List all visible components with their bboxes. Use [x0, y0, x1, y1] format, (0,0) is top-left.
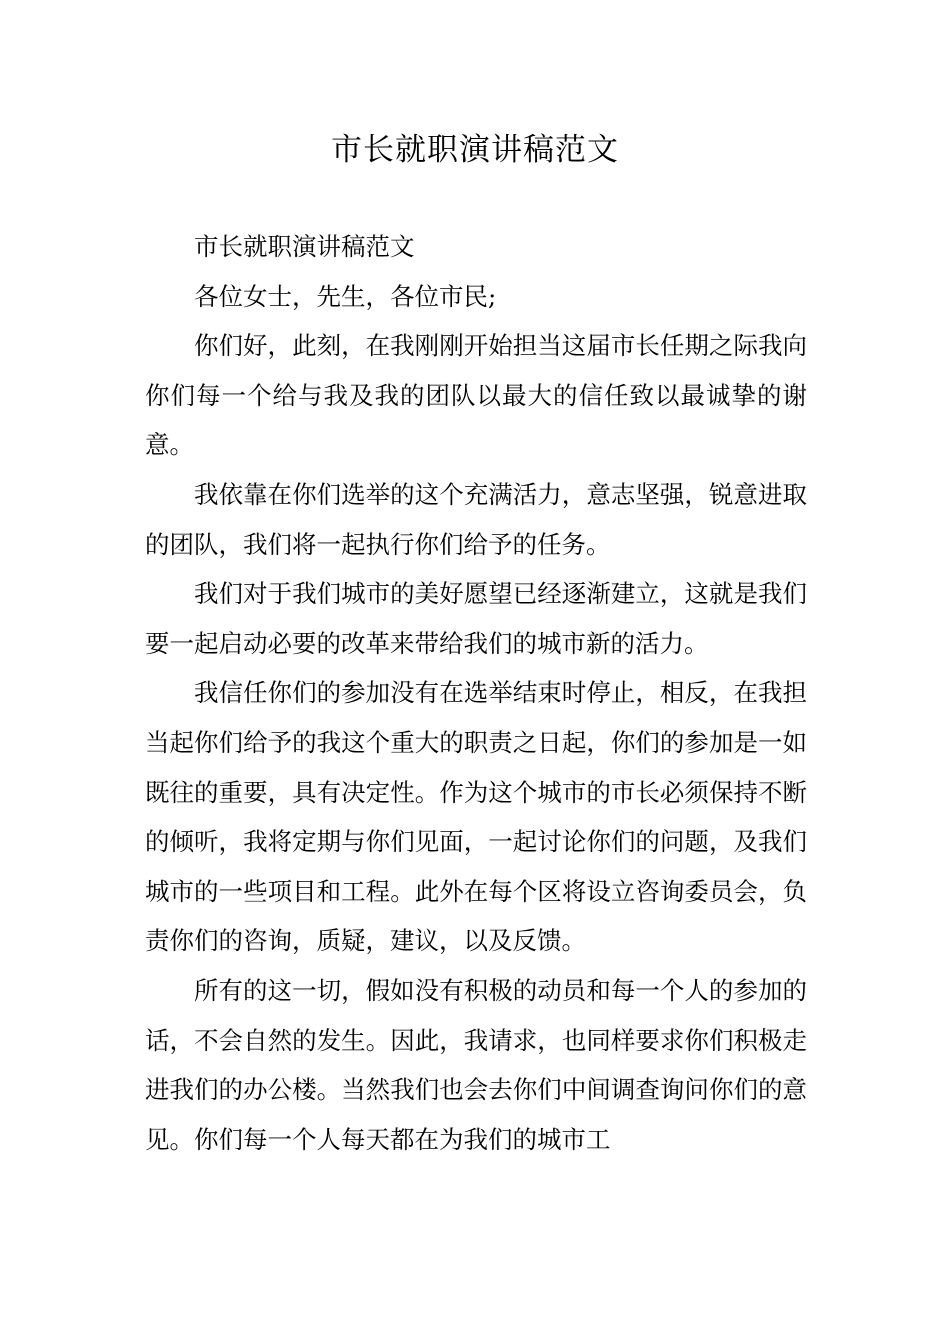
- paragraph: 各位女士，先生，各位市民;: [194, 281, 497, 311]
- paragraph: 我依靠在你们选举的这个充满活力，意志坚强，锐意进取的团队，我们将一起执行你们给予的任务。: [145, 479, 807, 559]
- paragraph: 所有的这一切，假如没有积极的动员和每一个人的参加的话，不会自然的发生。因此，我请求，也同样要求你们积极走进我们的办公楼。当然我们也会去你们中间调查询问你们的意见。你们每一个人每天都在为我们的城市工: [145, 975, 807, 1154]
- paragraph: 我们对于我们城市的美好愿望已经逐渐建立，这就是我们要一起启动必要的改革来带给我们的城市新的活力。: [145, 579, 807, 658]
- paragraph: 市长就职演讲稿范文: [194, 232, 415, 261]
- document-title: 市长就职演讲稿范文: [331, 132, 619, 168]
- paragraph: 我信任你们的参加没有在选举结束时停止，相反，在我担当起你们给予的我这个重大的职责之日起，你们的参加是一如既往的重要，具有决定性。作为这个城市的市长必须保持不断的倾听，我将定期与你们见面，一起讨论你们的问题，及我们城市的一些项目和工程。此外在每个区将设立咨询委员会，负责你们的咨询，质疑，建议，以及反馈。: [145, 678, 807, 956]
- document-body: [145, 222, 807, 1164]
- paragraph: 你们好，此刻，在我刚刚开始担当这届市长任期之际我向你们每一个给与我及我的团队以最大的信任致以最诚挚的谢意。: [145, 331, 807, 460]
